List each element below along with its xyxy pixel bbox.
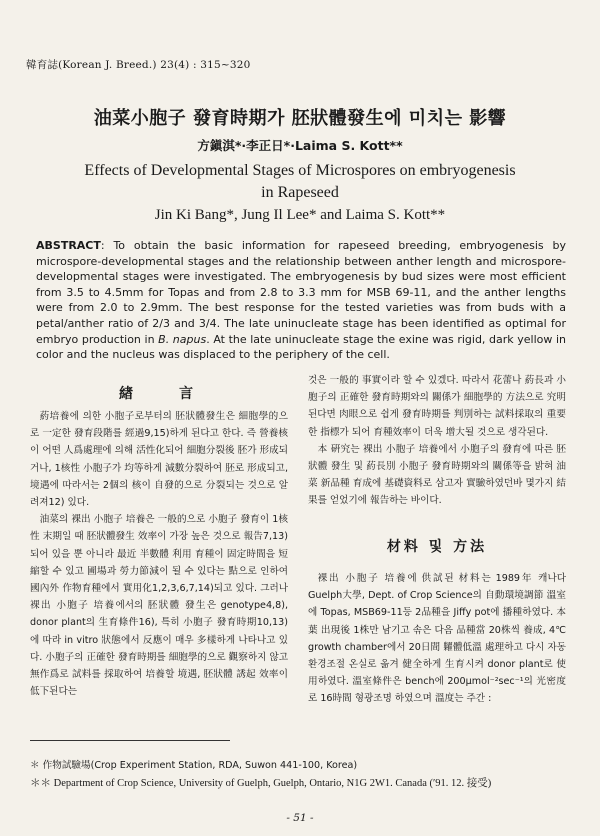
left-column — [30, 408, 288, 700]
page-number: - 51 - — [286, 812, 314, 824]
methods-heading: 材料 및 方法 — [386, 539, 488, 555]
right-paragraph: 本 硏究는 裸出 小胞子 培養에서 小胞子의 發育에 따른 胚狀體 發生 및 葯長別 小胞子 發育時期와의 關係等을 밝혀 油菜 新品種 育成에 基礎資料로 삼고자 實驗하였던바 몇가지 結果를 얻었기에 報告하는 바이다. — [308, 443, 566, 507]
abstract-label: ABSTRACT — [36, 239, 101, 252]
footnote-2: ＊＊ Department of Crop Science, University of Guelph, Guelph, Ontario, N1G 2W1. Canada (′91. 12. 接受) — [30, 778, 492, 789]
korean-authors: 方鎭淇*·李正日*·Laima S. Kott** — [197, 138, 403, 153]
english-title-line2: in Rapeseed — [261, 184, 339, 201]
footnote-rule — [30, 740, 230, 741]
right-paragraph: 것은 一般的 事實이라 할 수 있겠다. 따라서 花蕾나 葯長과 小胞子의 正確한 發育時期와의 關係가 細胞學的 方法으로 究明된다면 肉眼으로 쉽게 發育時期를 判別하는 試料採取의 重要한 指標가 되어 育種效率이 더욱 增大될 것으로 생각된다. — [308, 375, 566, 438]
left-paragraph: 葯培養에 의한 小胞子로부터의 胚狀體發生은 細胞學的으로 一定한 發育段階를 經過9,15)하게 된다고 한다. 즉 營養核이 어떤 人爲處理에 의해 活性化되어 細胞分裂後 胚가 形成되거나, 1核性 小胞子가 均等하게 減數分裂하여 胚로 形成되고, 境遇에 따라서는 2個의 核이 自發的으로 分裂되는 것으로 알려져12) 있다. — [30, 411, 288, 509]
methods-paragraph: 裸出 小胞子 培養에 供試된 材料는 1989年 캐나다 Guelph大學, Dept. of Crop Science의 自動環境調節 溫室에 Topas, MSB69-11등 2品種을 Jiffy pot에 播種하였다. 本葉 出現後 1株만 남기고 솎은 다음 品種當 20株씩 養成, 4℃ growth chamber에서 20日間 糶體低溫 處理하고 다시 자동환경조절 온실로 옮겨 健全하게 生育시켜 donor plant로 使用하였다. 溫室條件은 bench에 200μmol⁻²sec⁻¹의 光密度로 16時間 형광조명 하였으며 溫度는 주간 : — [308, 573, 566, 705]
abstract-text-1: : To obtain the basic information for rapeseed breeding, embryogenesis by microspore-developmental stages and the relationship between anther length and microspore-developmental stages were investigated. The embryogenesis by bud sizes were most efficient from 3.5 to 4.5mm for Topas and from 2.8 to 3.3 mm for MSB 69-11, and the anther lengths were from 2.0 to 2.9mm. The best response for the tested varieties was from buds with a petal/anther ratio of 2/3 and 3/4. The late uninucleate stage has been identified as optimal for embryo production in — [36, 239, 566, 346]
korean-title: 油菜小胞子 發育時期가 胚狀體發生에 미치는 影響 — [93, 108, 507, 129]
methods-column — [308, 570, 566, 708]
abstract-text-2: . At the late uninucleate stage the exine was rigid, dark yellow in color and the nucleus was displaced to the periphery of the cell. — [36, 332, 567, 362]
english-title-line1: Effects of Developmental Stages of Microspores on embryogenesis — [84, 162, 516, 179]
abstract — [36, 238, 566, 363]
footnote-1: ＊ 作物試驗場(Crop Experiment Station, RDA, Suwon 441-100, Korea) — [30, 760, 358, 771]
left-paragraph: 油菜의 裸出 小胞子 培養은 一般的으로 小胞子 發育이 1核性 末期일 때 胚狀體發生 效率이 가장 높은 것으로 報告7,13)되어 있을 뿐 아니라 最近 半數體 利用 育種이 固定時間을 短縮할 수 있고 圃場과 勞力節減이 될 수 있다는 點으로 인하여 國內外 作物育種에서 實用化1,2,3,6,7,14)되고 있다. 그러나 裸出 小胞子 培養에서의 胚狀體 發生은 genotype4,8), donor plant의 生育條件16), 특히 小胞子 發育時期10,13)에 따라 in vitro 狀態에서 反應이 매우 多樣하게 나타나고 있다. 小胞子의 正確한 發育時期를 細胞學的으로 觀察하지 않고 無作爲로 試料를 採取하여 培養할 境遇, 胚狀體 誘起 效率이 低下된다는 — [30, 514, 288, 698]
english-authors: Jin Ki Bang*, Jung Il Lee* and Laima S. Kott** — [154, 207, 446, 223]
right-column — [308, 372, 566, 510]
intro-heading: 緖 言 — [119, 386, 199, 402]
running-head: 韓育誌(Korean J. Breed.) 23(4) : 315~320 — [26, 59, 251, 71]
abstract-italic: B. napus — [158, 332, 207, 346]
english-title — [60, 160, 540, 204]
